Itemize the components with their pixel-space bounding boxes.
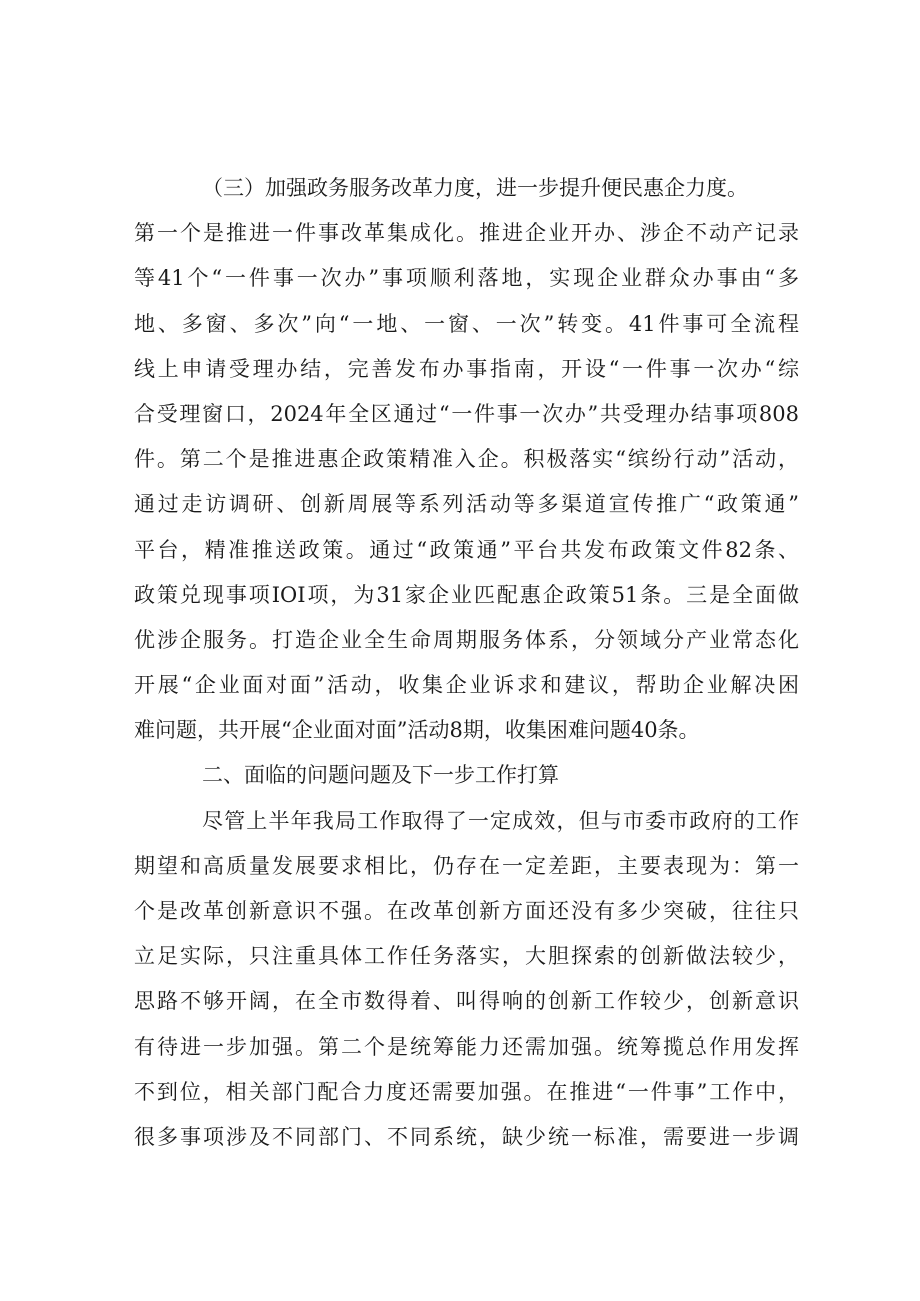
section-heading: 二、面临的问题问题及下一步工作打算 [202, 763, 559, 788]
text-line: 优涉企服务。打造企业全生命周期服务体系，分领域分产业常态化 [134, 627, 799, 652]
text-line: 难问题，共开展“企业面对面”活动8期，收集困难问题40条。 [134, 718, 700, 743]
text-line: 立足实际，只注重具体工作任务落实，大胆探索的创新做法较少， [134, 944, 799, 969]
paragraph-heading-section-3: （三）加强政务服务改革力度，进一步提升便民惠企力度。 [202, 176, 748, 200]
text-line: 通过走访调研、创新周展等系列活动等多渠道宣传推广“政策通” [134, 492, 799, 517]
text-line: 平台，精准推送政策。通过“政策通”平台共发布政策文件82条、 [134, 537, 799, 562]
document-body [134, 166, 799, 1160]
text-line: 期望和高质量发展要求相比，仍存在一定差距，主要表现为：第一 [134, 853, 799, 878]
text-line: 第一个是推进一件事改革集成化。推进企业开办、涉企不动产记录 [134, 221, 799, 246]
text-line: 线上申请受理办结，完善发布办事指南，开设“一件事一次办“综 [134, 356, 799, 381]
text-line: 合受理窗口，2024年全区通过“一件事一次办”共受理办结事项808 [134, 401, 799, 426]
text-line: 思路不够开阔，在全市数得着、叫得响的创新工作较少，创新意识 [134, 989, 799, 1014]
text-line: 尽管上半年我局工作取得了一定成效，但与市委市政府的工作 [202, 808, 799, 833]
text-line: 件。第二个是推进惠企政策精准入企。积极落实“缤纷行动”活动， [134, 447, 799, 472]
text-line: 有待进一步加强。第二个是统筹能力还需加强。统筹揽总作用发挥 [134, 1034, 799, 1059]
text-line: 等41个“一件事一次办”事项顺利落地，实现企业群众办事由“多 [134, 266, 799, 291]
text-line: 很多事项涉及不同部门、不同系统，缺少统一标准，需要进一步调 [134, 1124, 799, 1149]
text-line: 开展“企业面对面”活动，收集企业诉求和建议，帮助企业解决困 [134, 673, 799, 698]
text-line: 政策兑现事项IOI项，为31家企业匹配惠企政策51条。三是全面做 [134, 582, 799, 607]
text-line: 地、多窗、多次”向“一地、一窗、一次”转变。41件事可全流程 [134, 311, 799, 336]
text-line: 个是改革创新意识不强。在改革创新方面还没有多少突破，往往只 [134, 899, 799, 923]
text-line: 不到位，相关部门配合力度还需要加强。在推进“一件事”工作中， [134, 1079, 799, 1104]
